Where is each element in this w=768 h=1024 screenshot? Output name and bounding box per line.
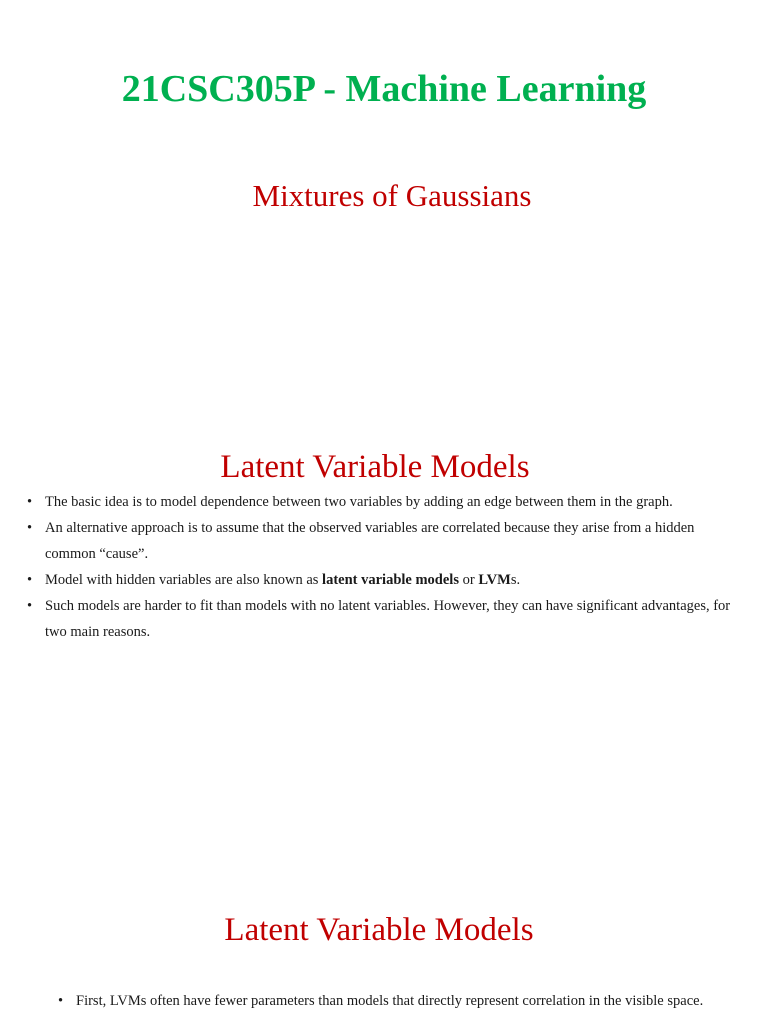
- bullet-text: An alternative approach is to assume that the observed variables are correlated because they arise from a hidden common “cause”.: [45, 520, 695, 562]
- list-item: [27, 593, 739, 645]
- bold-term: LVM: [478, 572, 511, 588]
- section-heading-latent-models-2: Latent Variable Models: [224, 912, 534, 948]
- bullet-text: [45, 572, 520, 588]
- list-item: [27, 567, 739, 593]
- bullet-text: First, LVMs often have fewer parameters than models that directly represent correlation in the visible space.: [76, 993, 704, 1009]
- bullet-text-part: or: [458, 572, 479, 588]
- bullet-icon: •: [27, 598, 33, 614]
- bullet-text-part: s.: [510, 572, 521, 588]
- bullet-icon: •: [27, 572, 33, 588]
- list-item: [27, 515, 739, 567]
- slide-title: 21CSC305P - Machine Learning: [121, 68, 647, 110]
- bullet-icon: •: [27, 494, 33, 510]
- section-heading-latent-models: Latent Variable Models: [220, 449, 530, 485]
- bullet-icon: •: [58, 993, 64, 1009]
- bullet-text-part: Model with hidden variables are also known as: [45, 572, 323, 588]
- slide-subtitle: Mixtures of Gaussians: [252, 178, 532, 213]
- bullet-list: [27, 489, 739, 645]
- bold-term: latent variable models: [322, 572, 459, 588]
- bullet-text: Such models are harder to fit than models with no latent variables. However, they can have significant advantages, for two main reasons.: [45, 598, 731, 640]
- bullet-icon: •: [27, 520, 33, 536]
- list-item: [58, 988, 748, 1014]
- bullet-text: The basic idea is to model dependence between two variables by adding an edge between them in the graph.: [45, 494, 673, 510]
- bullet-list: [58, 988, 748, 1014]
- list-item: [27, 489, 739, 515]
